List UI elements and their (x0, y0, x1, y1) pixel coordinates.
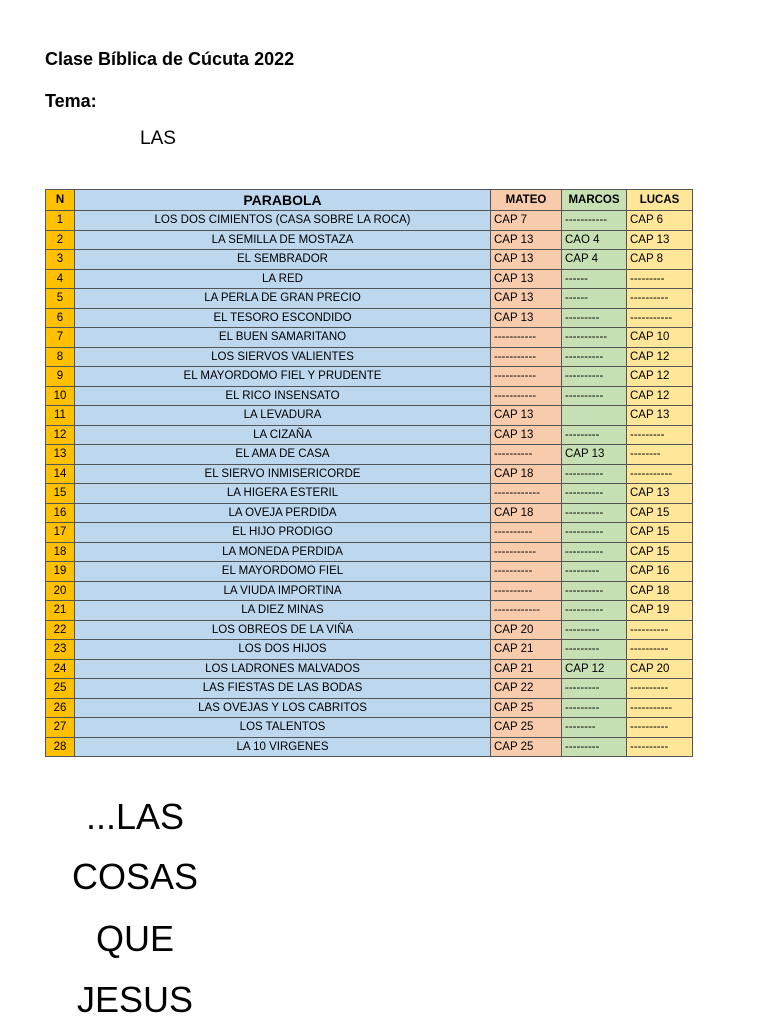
cell-mateo: CAP 25 (491, 718, 562, 738)
cell-n: 3 (46, 250, 75, 270)
cell-parabola: LOS DOS HIJOS (75, 640, 491, 660)
cell-n: 13 (46, 445, 75, 465)
cell-parabola: LA CIZAÑA (75, 425, 491, 445)
table-row (46, 503, 693, 523)
cell-mateo: CAP 25 (491, 737, 562, 757)
cell-lucas: CAP 19 (627, 601, 693, 621)
cell-marcos: -------- (562, 718, 627, 738)
cell-lucas: -------- (627, 445, 693, 465)
cell-marcos: CAP 4 (562, 250, 627, 270)
cell-marcos: ---------- (562, 347, 627, 367)
cell-n: 19 (46, 562, 75, 582)
cell-parabola: LA OVEJA PERDIDA (75, 503, 491, 523)
cell-mateo: CAP 13 (491, 269, 562, 289)
tema-label: Tema: (45, 91, 97, 111)
cell-n: 9 (46, 367, 75, 387)
cell-parabola: LA MONEDA PERDIDA (75, 542, 491, 562)
cell-n: 7 (46, 328, 75, 348)
header-n: N (46, 190, 75, 211)
cell-parabola: LA PERLA DE GRAN PRECIO (75, 289, 491, 309)
cell-marcos: --------- (562, 620, 627, 640)
table-row (46, 718, 693, 738)
cell-parabola: EL BUEN SAMARITANO (75, 328, 491, 348)
cell-mateo: CAP 13 (491, 250, 562, 270)
cell-marcos: ---------- (562, 581, 627, 601)
cell-mateo: CAP 20 (491, 620, 562, 640)
cell-marcos: ---------- (562, 503, 627, 523)
cell-parabola: LA 10 VIRGENES (75, 737, 491, 757)
cell-n: 8 (46, 347, 75, 367)
cell-lucas: CAP 12 (627, 367, 693, 387)
table-body (46, 211, 693, 757)
table-row (46, 308, 693, 328)
header-parabola: PARABOLA (75, 190, 491, 211)
cell-lucas: CAP 10 (627, 328, 693, 348)
cell-parabola: EL TESORO ESCONDIDO (75, 308, 491, 328)
cell-mateo: ----------- (491, 328, 562, 348)
cell-marcos: --------- (562, 698, 627, 718)
cell-lucas: ---------- (627, 718, 693, 738)
cell-marcos: --------- (562, 737, 627, 757)
cell-lucas: CAP 12 (627, 347, 693, 367)
table-row (46, 523, 693, 543)
cell-parabola: LAS FIESTAS DE LAS BODAS (75, 679, 491, 699)
cell-marcos: ---------- (562, 464, 627, 484)
cell-marcos (562, 406, 627, 426)
cell-mateo: CAP 21 (491, 659, 562, 679)
cell-mateo: ----------- (491, 542, 562, 562)
cell-marcos: --------- (562, 640, 627, 660)
cell-lucas: ----------- (627, 464, 693, 484)
footer-line-4: JESUS (76, 979, 194, 1020)
cell-marcos: --------- (562, 425, 627, 445)
cell-marcos: ---------- (562, 542, 627, 562)
cell-lucas: CAP 6 (627, 211, 693, 231)
cell-lucas: ----------- (627, 698, 693, 718)
cell-mateo: CAP 13 (491, 230, 562, 250)
cell-lucas: ----------- (627, 308, 693, 328)
table-header-row (46, 190, 693, 211)
cell-marcos: CAO 4 (562, 230, 627, 250)
cell-n: 5 (46, 289, 75, 309)
table-row (46, 620, 693, 640)
cell-mateo: CAP 13 (491, 289, 562, 309)
cell-parabola: EL MAYORDOMO FIEL (75, 562, 491, 582)
cell-lucas: CAP 13 (627, 484, 693, 504)
cell-n: 1 (46, 211, 75, 231)
cell-marcos: ---------- (562, 386, 627, 406)
cell-parabola: EL RICO INSENSATO (75, 386, 491, 406)
cell-lucas: CAP 13 (627, 406, 693, 426)
cell-parabola: LA SEMILLA DE MOSTAZA (75, 230, 491, 250)
cell-n: 11 (46, 406, 75, 426)
cell-parabola: LOS DOS CIMIENTOS (CASA SOBRE LA ROCA) (75, 211, 491, 231)
cell-marcos: ---------- (562, 523, 627, 543)
footer-line-1: ...LAS (85, 796, 185, 837)
cell-marcos: ---------- (562, 367, 627, 387)
cell-marcos: CAP 12 (562, 659, 627, 679)
table-row (46, 250, 693, 270)
cell-n: 23 (46, 640, 75, 660)
footer-line-3: QUE (95, 918, 174, 959)
table-row (46, 230, 693, 250)
cell-n: 21 (46, 601, 75, 621)
cell-n: 20 (46, 581, 75, 601)
cell-n: 6 (46, 308, 75, 328)
cell-n: 17 (46, 523, 75, 543)
cell-n: 27 (46, 718, 75, 738)
cell-mateo: CAP 18 (491, 503, 562, 523)
cell-lucas: CAP 18 (627, 581, 693, 601)
cell-n: 22 (46, 620, 75, 640)
cell-mateo: CAP 18 (491, 464, 562, 484)
cell-parabola: LA RED (75, 269, 491, 289)
cell-marcos: --------- (562, 679, 627, 699)
cell-marcos: ---------- (562, 484, 627, 504)
table-row (46, 211, 693, 231)
cell-parabola: EL MAYORDOMO FIEL Y PRUDENTE (75, 367, 491, 387)
cell-mateo: ----------- (491, 347, 562, 367)
cell-lucas: CAP 15 (627, 542, 693, 562)
table-row (46, 679, 693, 699)
cell-n: 10 (46, 386, 75, 406)
cell-mateo: CAP 13 (491, 308, 562, 328)
cell-mateo: ---------- (491, 562, 562, 582)
cell-lucas: ---------- (627, 640, 693, 660)
cell-marcos: ------ (562, 289, 627, 309)
cell-marcos: ----------- (562, 328, 627, 348)
table-row (46, 347, 693, 367)
cell-lucas: ---------- (627, 289, 693, 309)
cell-marcos: ----------- (562, 211, 627, 231)
cell-mateo: ---------- (491, 581, 562, 601)
cell-marcos: ---------- (562, 601, 627, 621)
cell-parabola: EL HIJO PRODIGO (75, 523, 491, 543)
cell-parabola: EL SIERVO INMISERICORDE (75, 464, 491, 484)
cell-n: 25 (46, 679, 75, 699)
table-row (46, 289, 693, 309)
cell-parabola: LAS OVEJAS Y LOS CABRITOS (75, 698, 491, 718)
cell-lucas: CAP 13 (627, 230, 693, 250)
table-row (46, 425, 693, 445)
tema-value: LAS (140, 128, 176, 149)
header-lucas: LUCAS (627, 190, 693, 211)
table-row (46, 698, 693, 718)
cell-parabola: LOS SIERVOS VALIENTES (75, 347, 491, 367)
cell-parabola: LA VIUDA IMPORTINA (75, 581, 491, 601)
cell-lucas: CAP 15 (627, 523, 693, 543)
cell-n: 2 (46, 230, 75, 250)
cell-n: 26 (46, 698, 75, 718)
cell-marcos: CAP 13 (562, 445, 627, 465)
cell-lucas: CAP 12 (627, 386, 693, 406)
cell-mateo: CAP 13 (491, 425, 562, 445)
cell-mateo: ---------- (491, 523, 562, 543)
cell-n: 18 (46, 542, 75, 562)
cell-n: 24 (46, 659, 75, 679)
cell-lucas: CAP 8 (627, 250, 693, 270)
cell-n: 12 (46, 425, 75, 445)
cell-n: 15 (46, 484, 75, 504)
cell-n: 16 (46, 503, 75, 523)
cell-n: 4 (46, 269, 75, 289)
cell-parabola: LA DIEZ MINAS (75, 601, 491, 621)
cell-mateo: ------------ (491, 601, 562, 621)
cell-lucas: CAP 16 (627, 562, 693, 582)
table-row (46, 484, 693, 504)
cell-mateo: CAP 25 (491, 698, 562, 718)
cell-lucas: --------- (627, 269, 693, 289)
cell-parabola: EL AMA DE CASA (75, 445, 491, 465)
cell-mateo: CAP 22 (491, 679, 562, 699)
cell-lucas: --------- (627, 425, 693, 445)
table-row (46, 269, 693, 289)
table-row (46, 737, 693, 757)
table-row (46, 464, 693, 484)
cell-mateo: ---------- (491, 445, 562, 465)
cell-mateo: CAP 21 (491, 640, 562, 660)
table-row (46, 581, 693, 601)
cell-parabola: LOS TALENTOS (75, 718, 491, 738)
document-title: Clase Bíblica de Cúcuta 2022 (45, 49, 295, 69)
cell-lucas: CAP 20 (627, 659, 693, 679)
cell-lucas: CAP 15 (627, 503, 693, 523)
cell-marcos: --------- (562, 308, 627, 328)
cell-mateo: ----------- (491, 367, 562, 387)
cell-mateo: ----------- (491, 386, 562, 406)
cell-mateo: CAP 7 (491, 211, 562, 231)
table-row (46, 386, 693, 406)
cell-n: 14 (46, 464, 75, 484)
table-row (46, 445, 693, 465)
cell-lucas: ---------- (627, 737, 693, 757)
cell-marcos: --------- (562, 562, 627, 582)
table-row (46, 328, 693, 348)
table-row (46, 601, 693, 621)
header-marcos: MARCOS (562, 190, 627, 211)
cell-lucas: ---------- (627, 679, 693, 699)
parables-table (45, 189, 693, 757)
cell-parabola: EL SEMBRADOR (75, 250, 491, 270)
cell-parabola: LOS LADRONES MALVADOS (75, 659, 491, 679)
table-row (46, 406, 693, 426)
cell-mateo: ------------ (491, 484, 562, 504)
table-row (46, 659, 693, 679)
cell-parabola: LOS OBREOS DE LA VIÑA (75, 620, 491, 640)
table-row (46, 367, 693, 387)
table-row (46, 562, 693, 582)
cell-lucas: ---------- (627, 620, 693, 640)
cell-mateo: CAP 13 (491, 406, 562, 426)
table-row (46, 640, 693, 660)
table-row (46, 542, 693, 562)
cell-n: 28 (46, 737, 75, 757)
footer-line-2: COSAS (71, 856, 199, 897)
cell-parabola: LA LEVADURA (75, 406, 491, 426)
header-mateo: MATEO (491, 190, 562, 211)
cell-parabola: LA HIGERA ESTERIL (75, 484, 491, 504)
cell-marcos: ------ (562, 269, 627, 289)
